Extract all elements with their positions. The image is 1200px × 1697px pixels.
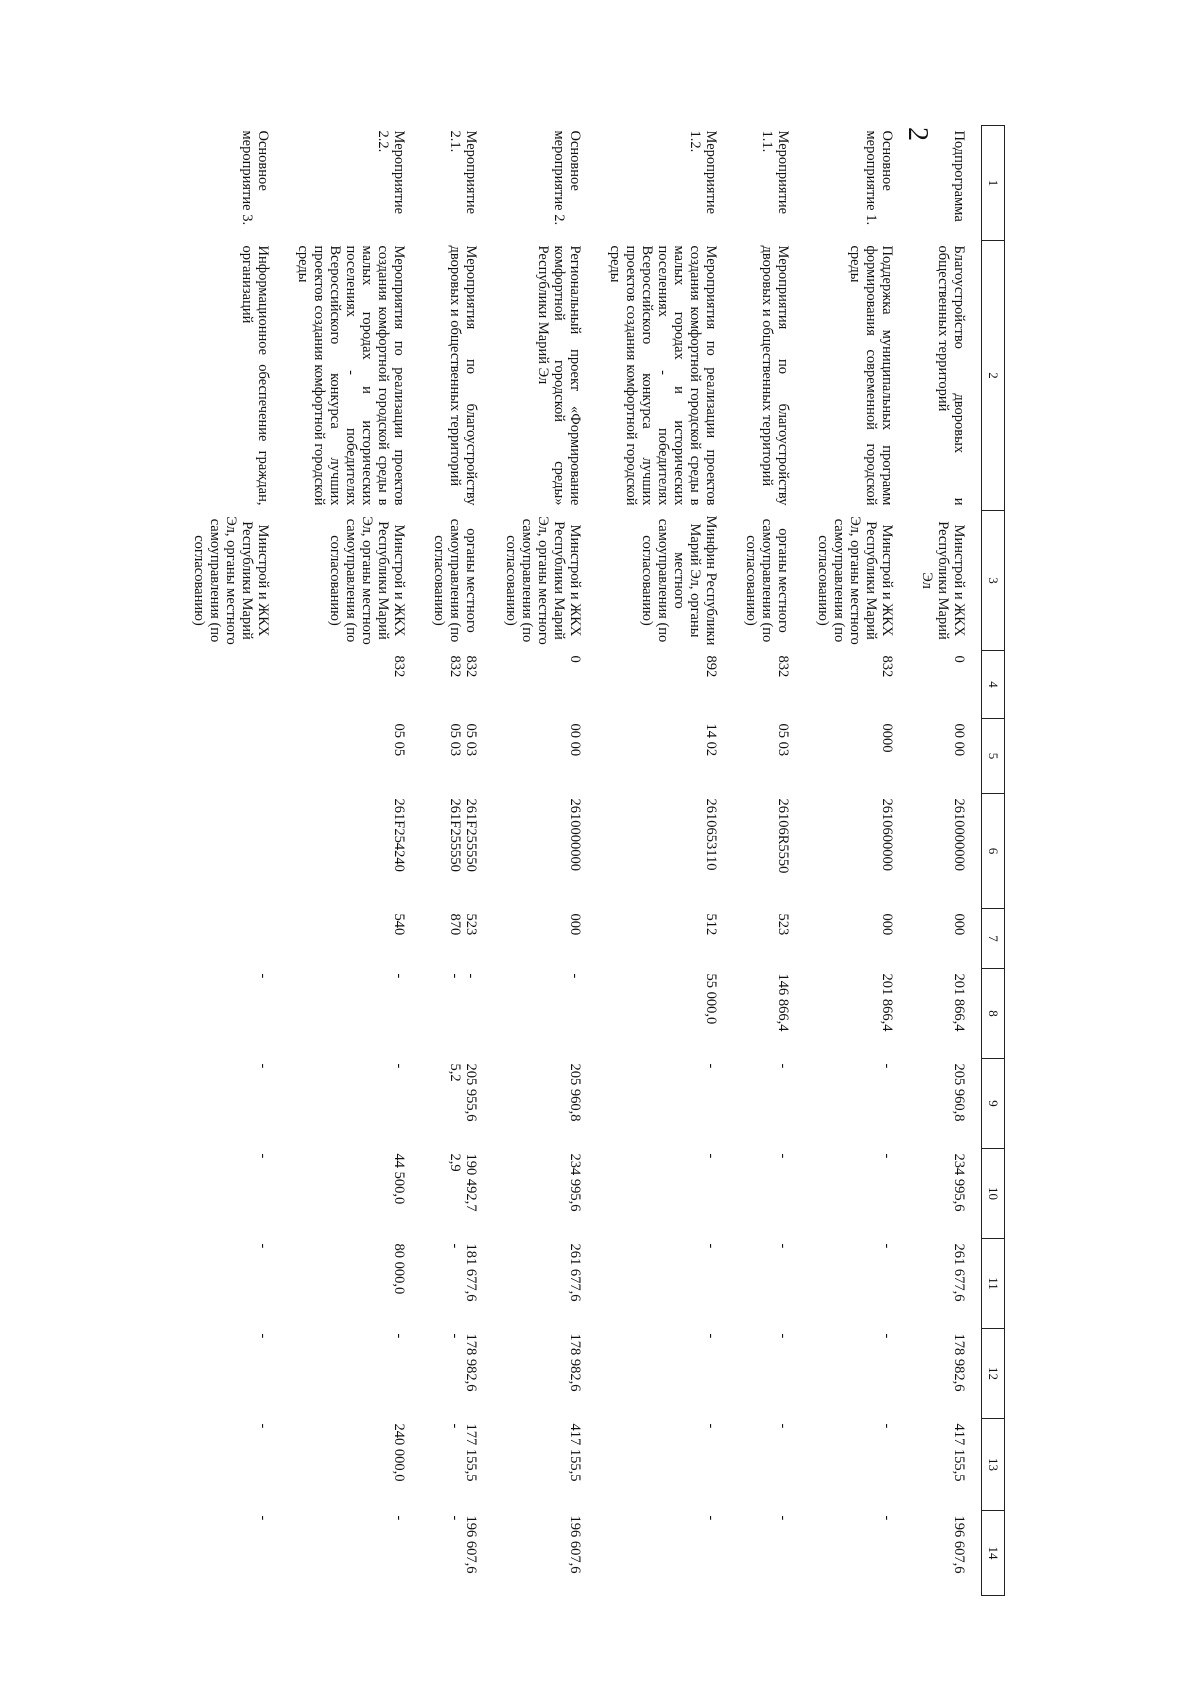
cell-col-13: 417 155,5 xyxy=(567,1423,583,1482)
cell-col-3: Минстрой и ЖКХ Республики Марий Эл xyxy=(919,521,967,640)
cell-line: 05 03 xyxy=(463,723,479,757)
cell-col-1: Мероприятие 2.1. xyxy=(447,130,479,215)
column-header-6: 6 xyxy=(982,794,1005,909)
cell-col-9: 205 960,8 xyxy=(951,1063,967,1122)
column-header-2: 2 xyxy=(982,241,1005,511)
table-row xyxy=(909,126,982,1596)
column-header-11: 11 xyxy=(982,1239,1005,1329)
cell-line: 5,2 xyxy=(447,1063,463,1082)
column-header-14: 14 xyxy=(982,1511,1005,1596)
table-row xyxy=(805,126,909,1596)
cell-col-7 xyxy=(421,909,493,969)
cell-col-13: 240 000,0 xyxy=(391,1423,407,1482)
cell-col-3: Минстрой и ЖКХ Республики Марий Эл, органы местного самоуправления (по согласованию) xyxy=(327,516,407,645)
cell-col-9: - xyxy=(703,1063,719,1069)
cell-line: 181 677,6 xyxy=(463,1243,479,1302)
cell-col-4: 832 xyxy=(391,655,407,678)
cell-col-13: - xyxy=(775,1423,791,1429)
column-header-1: 1 xyxy=(982,126,1005,241)
cell-col-14 xyxy=(421,1511,493,1596)
cell-col-11: - xyxy=(255,1243,271,1249)
cell-col-6: 2610000000 xyxy=(567,798,583,871)
cell-col-7: 000 xyxy=(951,913,967,936)
cell-col-9 xyxy=(421,1059,493,1149)
cell-col-12 xyxy=(421,1329,493,1419)
cell-line: 190 492,7 xyxy=(463,1153,479,1212)
cell-col-6: 2610653110 xyxy=(703,798,719,871)
cell-line: 177 155,5 xyxy=(463,1423,479,1482)
table-header-row xyxy=(982,126,1005,1596)
cell-line: - xyxy=(447,1423,463,1429)
cell-col-12: 178 982,6 xyxy=(951,1333,967,1392)
cell-col-11: - xyxy=(703,1243,719,1249)
cell-col-11: 261 677,6 xyxy=(951,1243,967,1302)
cell-col-10: 234 995,6 xyxy=(951,1153,967,1212)
cell-col-3: Минфин Республики Марий Эл, органы местного самоуправления (по согласованию) xyxy=(639,515,719,646)
column-header-12: 12 xyxy=(982,1329,1005,1419)
cell-col-5: 0000 xyxy=(879,723,895,753)
cell-col-6: 2610000000 xyxy=(951,798,967,871)
cell-col-7: 540 xyxy=(391,913,407,936)
cell-col-10: 44 500,0 xyxy=(391,1153,407,1205)
cell-col-2: Мероприятия по реализации проектов создания комфортной городской среды в малых городах и исторических поселениях - победителях Всероссийского конкурса лучших проектов создания комфортной городской среды xyxy=(607,245,719,506)
cell-col-11: 80 000,0 xyxy=(391,1243,407,1295)
cell-col-11 xyxy=(421,1239,493,1329)
table-row xyxy=(493,126,597,1596)
cell-col-2: Поддержка муниципальных программ формирования современной городской среды xyxy=(847,245,895,506)
column-header-8: 8 xyxy=(982,969,1005,1059)
cell-col-8: - xyxy=(567,973,583,979)
table-row xyxy=(597,126,733,1596)
cell-col-7: 512 xyxy=(703,913,719,936)
cell-col-13: - xyxy=(255,1423,271,1429)
cell-col-10: - xyxy=(255,1153,271,1159)
cell-col-14: - xyxy=(775,1515,791,1521)
cell-line: - xyxy=(447,1333,463,1339)
cell-col-1: Основное мероприятие 2. xyxy=(551,130,583,226)
cell-line: - xyxy=(447,1515,463,1521)
cell-col-10: - xyxy=(703,1153,719,1159)
budget-table xyxy=(181,125,1005,1596)
cell-col-5: 05 05 xyxy=(391,723,407,757)
cell-col-13: - xyxy=(703,1423,719,1429)
table-row xyxy=(421,126,493,1596)
cell-col-2: Мероприятия по реализации проектов создания комфортной городской среды в малых городах и исторических поселениях - победителях Всероссийского конкурса лучших проектов создания комфортной городской среды xyxy=(295,245,407,506)
cell-line: - xyxy=(447,973,463,979)
cell-line: 870 xyxy=(447,913,463,936)
cell-col-1: Мероприятие 1.2. xyxy=(687,130,719,215)
cell-col-14: - xyxy=(255,1515,271,1521)
table-row xyxy=(181,126,285,1596)
cell-col-8: - xyxy=(391,973,407,979)
column-header-10: 10 xyxy=(982,1149,1005,1239)
cell-col-8: 201 866,4 xyxy=(879,973,895,1032)
cell-col-12: - xyxy=(255,1333,271,1339)
cell-col-1: Мероприятие 2.2. xyxy=(375,130,407,215)
cell-col-2: Мероприятия по благоустройству дворовых и общественных территорий xyxy=(447,245,479,506)
cell-col-5: 05 03 xyxy=(775,723,791,757)
cell-col-8: 146 866,4 xyxy=(775,973,791,1032)
cell-col-1: Подпрограмма xyxy=(951,130,967,222)
cell-col-10 xyxy=(421,1149,493,1239)
cell-line: - xyxy=(447,1243,463,1249)
cell-col-10: 234 995,6 xyxy=(567,1153,583,1212)
cell-col-4 xyxy=(181,651,285,719)
cell-col-7: 000 xyxy=(879,913,895,936)
cell-col-8: 55 000,0 xyxy=(703,973,719,1025)
cell-col-12: - xyxy=(703,1333,719,1339)
column-header-13: 13 xyxy=(982,1419,1005,1511)
cell-col-9: 205 960,8 xyxy=(567,1063,583,1122)
cell-col-7 xyxy=(181,909,285,969)
cell-line: 178 982,6 xyxy=(463,1333,479,1392)
cell-col-12: - xyxy=(391,1333,407,1339)
cell-line: 523 xyxy=(463,913,479,936)
rotated-table-wrapper xyxy=(180,125,1005,1585)
cell-col-3: Минстрой и ЖКХ Республики Марий Эл, органы местного самоуправления (по согласованию) xyxy=(503,516,583,645)
cell-col-9: - xyxy=(391,1063,407,1069)
cell-col-8 xyxy=(421,969,493,1059)
cell-col-8: - xyxy=(255,973,271,979)
cell-col-5: 00 00 xyxy=(567,723,583,757)
cell-col-7: 523 xyxy=(775,913,791,936)
cell-col-14: - xyxy=(879,1515,895,1521)
cell-col-13 xyxy=(421,1419,493,1511)
cell-col-4: 832 xyxy=(775,655,791,678)
cell-line: 2,9 xyxy=(447,1153,463,1172)
page-number: 2 xyxy=(902,127,933,141)
cell-col-5: 00 00 xyxy=(951,723,967,757)
cell-col-12: - xyxy=(879,1333,895,1339)
column-header-9: 9 xyxy=(982,1059,1005,1149)
cell-col-4: 0 xyxy=(951,655,967,663)
cell-col-2: Мероприятия по благоустройству дворовых и общественных территорий xyxy=(759,245,791,506)
cell-col-6 xyxy=(181,794,285,909)
cell-col-4: 0 xyxy=(567,655,583,663)
cell-col-4: 832 xyxy=(879,655,895,678)
cell-col-12: - xyxy=(775,1333,791,1339)
cell-col-14: - xyxy=(391,1515,407,1521)
column-header-5: 5 xyxy=(982,719,1005,794)
cell-col-8: 201 866,4 xyxy=(951,973,967,1032)
column-header-3: 3 xyxy=(982,511,1005,651)
cell-line: 05 03 xyxy=(447,723,463,757)
cell-col-13: 417 155,5 xyxy=(951,1423,967,1482)
cell-col-9: - xyxy=(255,1063,271,1069)
cell-col-12: 178 982,6 xyxy=(567,1333,583,1392)
cell-col-6: 2610600000 xyxy=(879,798,895,871)
cell-col-3: Минстрой и ЖКХ Республики Марий Эл, органы местного самоуправления (по согласованию) xyxy=(191,516,271,645)
cell-col-4 xyxy=(421,651,493,719)
cell-line: 261F255550 xyxy=(463,798,479,872)
cell-col-14: - xyxy=(703,1515,719,1521)
column-header-7: 7 xyxy=(982,909,1005,969)
cell-col-14: 196 607,6 xyxy=(951,1515,967,1574)
table-body xyxy=(181,126,982,1596)
cell-col-5 xyxy=(421,719,493,794)
cell-col-11: - xyxy=(775,1243,791,1249)
cell-col-11: 261 677,6 xyxy=(567,1243,583,1302)
cell-col-3: органы местного самоуправления (по согласованию) xyxy=(743,518,791,643)
cell-col-10: - xyxy=(879,1153,895,1159)
cell-col-3: органы местного самоуправления (по согласованию) xyxy=(431,518,479,643)
cell-col-1: Основное мероприятие 1. xyxy=(863,130,895,226)
cell-col-14: 196 607,6 xyxy=(567,1515,583,1574)
cell-line: - xyxy=(463,973,479,979)
cell-col-13: - xyxy=(879,1423,895,1429)
cell-line: 205 955,6 xyxy=(463,1063,479,1122)
cell-col-11: - xyxy=(879,1243,895,1249)
cell-col-3: Минстрой и ЖКХ Республики Марий Эл, органы местного самоуправления (по согласованию) xyxy=(815,516,895,645)
table-row xyxy=(733,126,805,1596)
cell-col-1: Мероприятие 1.1. xyxy=(759,130,791,215)
cell-col-4: 892 xyxy=(703,655,719,678)
cell-col-6: 261F254240 xyxy=(391,798,407,872)
cell-col-10: - xyxy=(775,1153,791,1159)
cell-col-2: Региональный проект «Формирование комфортной городской среды» Республики Марий Эл xyxy=(535,245,583,506)
cell-line: 832 xyxy=(463,655,479,678)
cell-line: 261F255550 xyxy=(447,798,463,872)
cell-col-2: Информационное обеспечение граждан, организаций xyxy=(239,245,271,506)
cell-col-5: 14 02 xyxy=(703,723,719,757)
cell-col-6 xyxy=(421,794,493,909)
cell-col-6: 26106R5550 xyxy=(775,798,791,874)
cell-col-1: Основное мероприятие 3. xyxy=(239,130,271,226)
cell-col-9: - xyxy=(879,1063,895,1069)
cell-col-9: - xyxy=(775,1063,791,1069)
cell-col-2: Благоустройство дворовых и общественных территорий xyxy=(935,245,967,506)
cell-line: 832 xyxy=(447,655,463,678)
cell-col-7: 000 xyxy=(567,913,583,936)
column-header-4: 4 xyxy=(982,651,1005,719)
table-row xyxy=(285,126,421,1596)
cell-line: 196 607,6 xyxy=(463,1515,479,1574)
cell-col-5 xyxy=(181,719,285,794)
